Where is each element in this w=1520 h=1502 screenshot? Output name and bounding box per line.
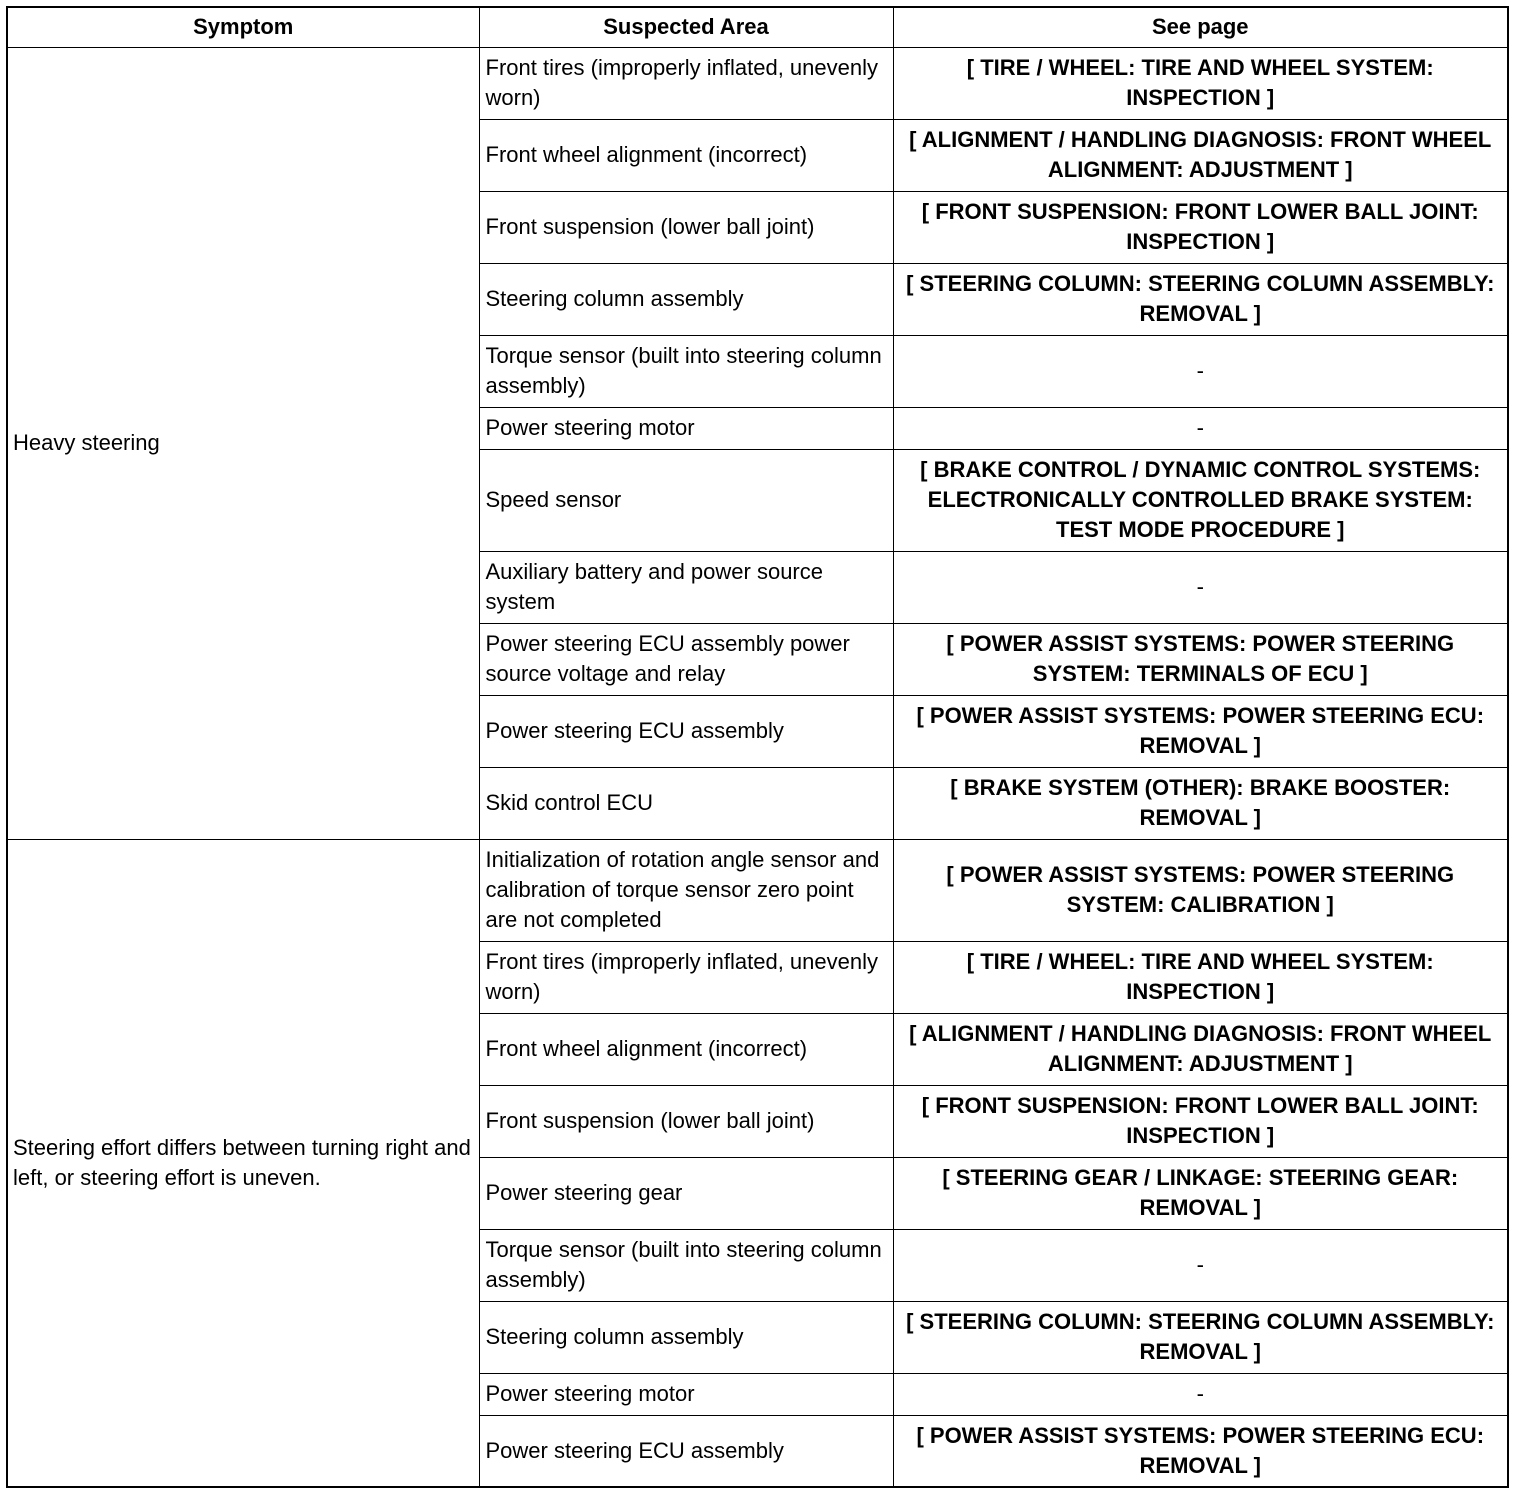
see-page-cell: [ POWER ASSIST SYSTEMS: POWER STEERING SYSTEM: TERMINALS OF ECU ]: [893, 623, 1508, 695]
suspected-area-cell: Front tires (improperly inflated, unevenly worn): [479, 47, 893, 119]
suspected-area-cell: Front wheel alignment (incorrect): [479, 119, 893, 191]
see-page-cell: [ STEERING GEAR / LINKAGE: STEERING GEAR: REMOVAL ]: [893, 1157, 1508, 1229]
suspected-area-cell: Front suspension (lower ball joint): [479, 191, 893, 263]
see-page-cell: -: [893, 551, 1508, 623]
see-page-cell: -: [893, 335, 1508, 407]
suspected-area-cell: Steering column assembly: [479, 1301, 893, 1373]
see-page-cell: [ FRONT SUSPENSION: FRONT LOWER BALL JOINT: INSPECTION ]: [893, 1085, 1508, 1157]
header-suspected-area: Suspected Area: [479, 7, 893, 47]
suspected-area-cell: Torque sensor (built into steering column assembly): [479, 1229, 893, 1301]
see-page-cell: -: [893, 1229, 1508, 1301]
suspected-area-cell: Front wheel alignment (incorrect): [479, 1013, 893, 1085]
see-page-cell: [ TIRE / WHEEL: TIRE AND WHEEL SYSTEM: INSPECTION ]: [893, 941, 1508, 1013]
see-page-cell: [ ALIGNMENT / HANDLING DIAGNOSIS: FRONT WHEEL ALIGNMENT: ADJUSTMENT ]: [893, 119, 1508, 191]
see-page-cell: [ POWER ASSIST SYSTEMS: POWER STEERING ECU: REMOVAL ]: [893, 1415, 1508, 1487]
troubleshooting-table: [6, 6, 1509, 1488]
see-page-cell: -: [893, 407, 1508, 449]
table-row: [7, 47, 1508, 119]
see-page-cell: [ POWER ASSIST SYSTEMS: POWER STEERING SYSTEM: CALIBRATION ]: [893, 839, 1508, 941]
suspected-area-cell: Front suspension (lower ball joint): [479, 1085, 893, 1157]
suspected-area-cell: Skid control ECU: [479, 767, 893, 839]
header-symptom: Symptom: [7, 7, 479, 47]
see-page-cell: -: [893, 1373, 1508, 1415]
suspected-area-cell: Torque sensor (built into steering column assembly): [479, 335, 893, 407]
see-page-cell: [ STEERING COLUMN: STEERING COLUMN ASSEMBLY: REMOVAL ]: [893, 263, 1508, 335]
suspected-area-cell: Steering column assembly: [479, 263, 893, 335]
see-page-cell: [ TIRE / WHEEL: TIRE AND WHEEL SYSTEM: INSPECTION ]: [893, 47, 1508, 119]
header-see-page: See page: [893, 7, 1508, 47]
see-page-cell: [ FRONT SUSPENSION: FRONT LOWER BALL JOINT: INSPECTION ]: [893, 191, 1508, 263]
table-header: [7, 7, 1508, 47]
header-row: [7, 7, 1508, 47]
suspected-area-cell: Power steering motor: [479, 407, 893, 449]
suspected-area-cell: Front tires (improperly inflated, unevenly worn): [479, 941, 893, 1013]
suspected-area-cell: Power steering ECU assembly power source voltage and relay: [479, 623, 893, 695]
suspected-area-cell: Initialization of rotation angle sensor and calibration of torque sensor zero point are not completed: [479, 839, 893, 941]
see-page-cell: [ STEERING COLUMN: STEERING COLUMN ASSEMBLY: REMOVAL ]: [893, 1301, 1508, 1373]
suspected-area-cell: Power steering motor: [479, 1373, 893, 1415]
table-body: [7, 47, 1508, 1487]
suspected-area-cell: Power steering gear: [479, 1157, 893, 1229]
see-page-cell: [ ALIGNMENT / HANDLING DIAGNOSIS: FRONT WHEEL ALIGNMENT: ADJUSTMENT ]: [893, 1013, 1508, 1085]
suspected-area-cell: Auxiliary battery and power source system: [479, 551, 893, 623]
see-page-cell: [ BRAKE CONTROL / DYNAMIC CONTROL SYSTEMS: ELECTRONICALLY CONTROLLED BRAKE SYSTEM: TEST MODE PROCEDURE ]: [893, 449, 1508, 551]
table-row: [7, 839, 1508, 941]
symptom-cell: Steering effort differs between turning right and left, or steering effort is uneven.: [7, 839, 479, 1487]
suspected-area-cell: Power steering ECU assembly: [479, 1415, 893, 1487]
suspected-area-cell: Speed sensor: [479, 449, 893, 551]
see-page-cell: [ BRAKE SYSTEM (OTHER): BRAKE BOOSTER: REMOVAL ]: [893, 767, 1508, 839]
suspected-area-cell: Power steering ECU assembly: [479, 695, 893, 767]
symptom-cell: Heavy steering: [7, 47, 479, 839]
see-page-cell: [ POWER ASSIST SYSTEMS: POWER STEERING ECU: REMOVAL ]: [893, 695, 1508, 767]
